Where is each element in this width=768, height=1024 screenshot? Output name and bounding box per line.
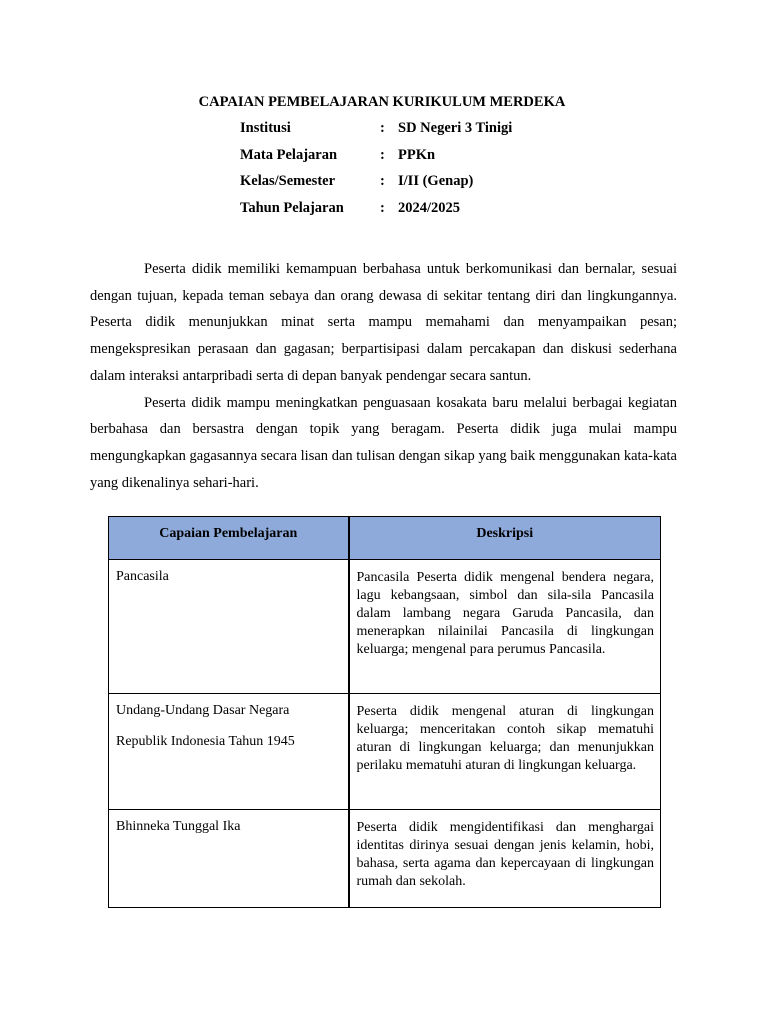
- info-label: Institusi: [240, 120, 291, 136]
- info-row-kelas-semester: [240, 172, 512, 199]
- capaian-name-line: Pancasila: [116, 569, 169, 584]
- info-row-institusi: [240, 119, 512, 146]
- document-title: CAPAIAN PEMBELAJARAN KURIKULUM MERDEKA: [198, 94, 566, 110]
- capaian-name-line: Undang-Undang Dasar Negara: [116, 703, 290, 718]
- table-header-row: [109, 517, 661, 560]
- capaian-name-line: Bhinneka Tunggal Ika: [116, 819, 241, 834]
- info-separator: :: [380, 173, 385, 189]
- table-cell-deskripsi: Pancasila Peserta didik mengenal bendera negara, lagu kebangsaan, simbol dan sila-sila Pancasila dalam lambang negara Garuda Pancasila, dan menerapkan nilainilai Pancasila di lingkungan keluarga; mengenal para perumus Pancasila.: [349, 560, 661, 694]
- info-value: SD Negeri 3 Tinigi: [398, 120, 513, 136]
- info-value: 2024/2025: [398, 199, 461, 216]
- info-label: Kelas/Semester: [240, 173, 336, 189]
- paragraph: Peserta didik memiliki kemampuan berbahasa untuk berkomunikasi dan bernalar, sesuai dengan tujuan, kepada teman sebaya dan orang dewasa di sekitar tentang diri dan lingkungannya. Peserta didik menunjukkan minat serta mampu memahami dan menyampaikan pesan; mengekspresikan perasaan dan gagasan; berpartisipasi dalam percakapan dan diskusi sederhana dalam interaksi antarpribadi serta di depan banyak pendengar secara santun.: [90, 261, 677, 384]
- table-row: [109, 694, 661, 810]
- table-cell-capaian: [109, 560, 349, 694]
- info-separator: :: [380, 120, 385, 136]
- info-value: PPKn: [398, 146, 436, 163]
- info-label: Mata Pelajaran: [240, 146, 338, 163]
- info-row-mata-pelajaran: [240, 146, 512, 173]
- info-block: [240, 119, 512, 225]
- table-cell-capaian: [109, 810, 349, 908]
- table-row: [109, 810, 661, 908]
- info-row-tahun-pelajaran: [240, 199, 512, 226]
- info-separator: :: [380, 146, 385, 163]
- table-cell-deskripsi: Peserta didik mengidentifikasi dan menghargai identitas dirinya sesuai dengan jenis kelamin, hobi, bahasa, serta agama dan kepercayaan di lingkungan rumah dan sekolah.: [349, 810, 661, 908]
- table-header-capaian: Capaian Pembelajaran: [109, 517, 349, 560]
- table-header-deskripsi: Deskripsi: [349, 517, 661, 560]
- info-separator: :: [380, 199, 385, 216]
- table-row: [109, 560, 661, 694]
- body-text: [90, 256, 677, 496]
- table-cell-deskripsi: Peserta didik mengenal aturan di lingkungan keluarga; menceritakan contoh sikap mematuhi aturan di lingkungan keluarga; dan menunjukkan perilaku mematuhi aturan di lingkungan keluarga.: [349, 694, 661, 810]
- capaian-table: [108, 516, 661, 908]
- table-cell-capaian: [109, 694, 349, 810]
- paragraph: Peserta didik mampu meningkatkan penguasaan kosakata baru melalui berbagai kegiatan berbahasa dan bersastra dengan topik yang beragam. Peserta didik juga mulai mampu mengungkapkan gagasannya secara lisan dan tulisan dengan sikap yang baik menggunakan kata-kata yang dikenalinya sehari-hari.: [90, 394, 677, 491]
- info-label: Tahun Pelajaran: [240, 199, 344, 216]
- capaian-name-line: Republik Indonesia Tahun 1945: [116, 734, 295, 749]
- info-value: I/II (Genap): [398, 173, 474, 189]
